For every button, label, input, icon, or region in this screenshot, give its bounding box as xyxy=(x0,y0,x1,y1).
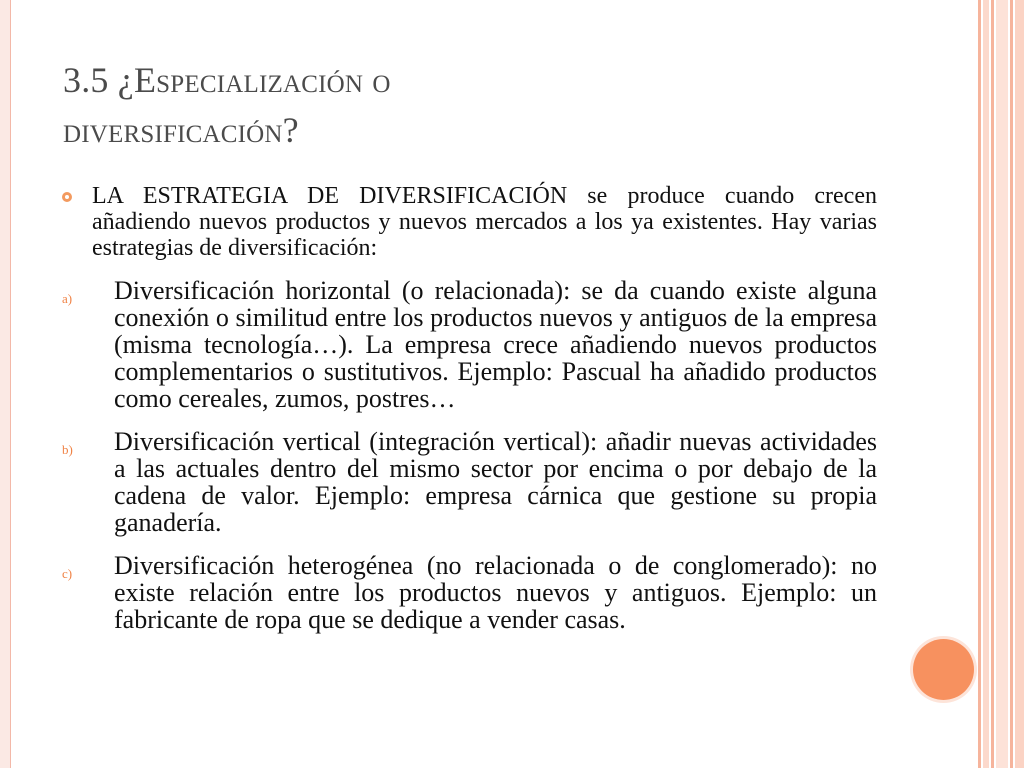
decorative-stripe xyxy=(1015,0,1024,768)
title-line-1: 3.5 ¿Especialización o xyxy=(63,60,391,100)
decorative-stripe xyxy=(991,0,994,768)
slide-content xyxy=(62,183,877,649)
left-border xyxy=(0,0,11,768)
item-text: Diversificación vertical (integración vertical): añadir nuevas actividades a las actuales dentro del mismo sector por encima o por debajo de la cadena de valor. Ejemplo: empresa cárnica que gestione su propia ganadería. xyxy=(114,427,877,537)
item-marker: b) xyxy=(62,442,73,457)
item-text: Diversificación horizontal (o relacionada): se da cuando existe alguna conexión o similitud entre los productos nuevos y antiguos de la empresa (misma tecnología…). La empresa crece añadiendo nuevos productos complementarios o sustitutivos. Ejemplo: Pascual ha añadido productos como cereales, zumos, postres… xyxy=(114,276,877,413)
item-marker: c) xyxy=(62,566,73,581)
item-marker: a) xyxy=(62,291,73,306)
decorative-stripe xyxy=(983,0,989,768)
title-line-2: diversificación? xyxy=(63,110,299,150)
intro-bullet xyxy=(62,183,877,261)
list-item xyxy=(62,277,877,412)
slide-title xyxy=(63,55,623,155)
list-item xyxy=(62,552,877,633)
decorative-stripe xyxy=(1010,0,1013,768)
item-text: Diversificación heterogénea (no relacionada o de conglomerado): no existe relación entre los productos nuevos y antiguos. Ejemplo: un fabricante de ropa que se dedique a vender casas. xyxy=(114,551,877,634)
intro-text: LA ESTRATEGIA DE DIVERSIFICACIÓN se produce cuando crecen añadiendo nuevos productos y nuevos mercados a los ya existentes. Hay varias estrategias de diversificación: xyxy=(92,183,877,261)
bullet-ring-icon xyxy=(62,192,72,202)
decorative-circle xyxy=(913,639,974,700)
decorative-stripe xyxy=(978,0,981,768)
list-item xyxy=(62,428,877,536)
decorative-stripe xyxy=(996,0,1008,768)
